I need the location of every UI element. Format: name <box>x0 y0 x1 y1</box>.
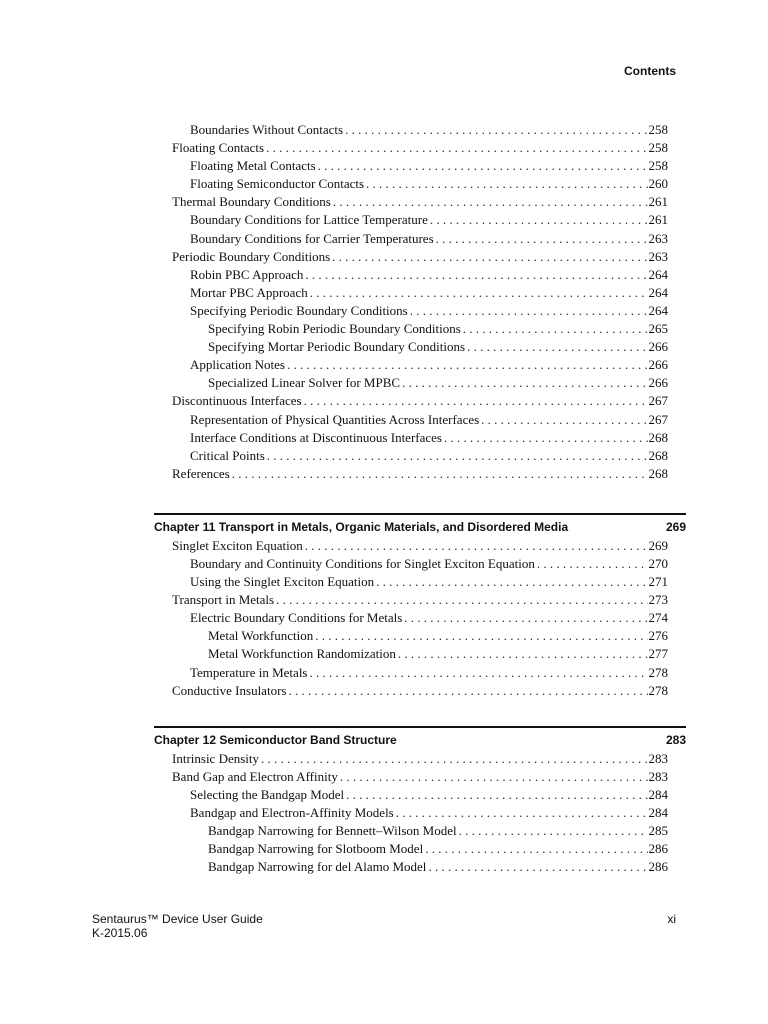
toc-entry-page: 285 <box>648 823 668 839</box>
toc-entry[interactable] <box>172 627 668 645</box>
toc-entry-page: 283 <box>648 750 668 766</box>
toc-entry-title: Boundary Conditions for Lattice Temperature <box>190 212 428 228</box>
toc-entry-page: 261 <box>648 194 668 210</box>
toc-entry-page: 268 <box>648 429 668 445</box>
dot-leader <box>332 248 647 266</box>
toc-entry-title: Interface Conditions at Discontinuous Interfaces <box>190 429 442 445</box>
toc-entry-page: 267 <box>648 411 668 427</box>
toc-entry-page: 267 <box>648 393 668 409</box>
chapter-11-entries <box>172 537 668 700</box>
toc-entry[interactable] <box>172 465 668 483</box>
dot-leader <box>396 804 648 822</box>
toc-entry[interactable] <box>172 392 668 410</box>
toc-entry[interactable] <box>172 374 668 392</box>
footer <box>92 912 263 940</box>
toc-entry-page: 268 <box>648 447 668 463</box>
toc-entry-title: Metal Workfunction Randomization <box>208 646 396 662</box>
toc-entry[interactable] <box>172 429 668 447</box>
dot-leader <box>310 284 648 302</box>
dot-leader <box>425 840 647 858</box>
toc-entry-page: 274 <box>648 610 668 626</box>
chapter-title: Chapter 12 Semiconductor Band Structure <box>154 732 397 747</box>
dot-leader <box>340 768 648 786</box>
footer-page-number: xi <box>667 912 676 926</box>
toc-entry-title: Metal Workfunction <box>208 628 314 644</box>
toc-entry[interactable] <box>172 591 668 609</box>
toc-entry[interactable] <box>172 573 668 591</box>
toc-entry-title: Critical Points <box>190 447 265 463</box>
toc-entry-title: Robin PBC Approach <box>190 266 304 282</box>
dot-leader <box>305 537 648 555</box>
dot-leader <box>537 555 648 573</box>
dot-leader <box>410 302 648 320</box>
toc-entry[interactable] <box>172 750 668 768</box>
toc-entry-title: Specifying Periodic Boundary Conditions <box>190 302 408 318</box>
toc-entry-title: Singlet Exciton Equation <box>172 537 303 553</box>
dot-leader <box>444 429 648 447</box>
toc-entry[interactable] <box>172 211 668 229</box>
toc-entry[interactable] <box>172 609 668 627</box>
toc-entry[interactable] <box>172 284 668 302</box>
toc-entry[interactable] <box>172 157 668 175</box>
footer-doc-title: Sentaurus™ Device User Guide <box>92 912 263 926</box>
toc-entry-page: 263 <box>648 248 668 264</box>
toc-entry-title: Representation of Physical Quantities Across Interfaces <box>190 411 480 427</box>
toc-entry-page: 264 <box>648 284 668 300</box>
toc-entry-page: 271 <box>648 574 668 590</box>
toc-entry-page: 268 <box>648 465 668 481</box>
toc-entry-title: Application Notes <box>190 357 285 373</box>
toc-entry-page: 266 <box>648 357 668 373</box>
toc-entry[interactable] <box>172 230 668 248</box>
toc-entry[interactable] <box>172 139 668 157</box>
toc-entry[interactable] <box>172 338 668 356</box>
toc-entry-title: Floating Metal Contacts <box>190 158 316 174</box>
toc-entry-title: Specifying Robin Periodic Boundary Conditions <box>208 321 461 337</box>
toc-entry[interactable] <box>172 302 668 320</box>
toc-entry[interactable] <box>172 121 668 139</box>
toc-entry-page: 264 <box>648 266 668 282</box>
toc-entry[interactable] <box>172 320 668 338</box>
dot-leader <box>430 211 648 229</box>
dot-leader <box>261 750 647 768</box>
toc-entry-title: Temperature in Metals <box>190 664 308 680</box>
toc-entry-page: 276 <box>648 628 668 644</box>
toc-entry-title: Specifying Mortar Periodic Boundary Conditions <box>208 339 466 355</box>
chapter-12-heading[interactable] <box>154 726 686 750</box>
dot-leader <box>463 320 648 338</box>
dot-leader <box>402 374 647 392</box>
toc-entry-title: Electric Boundary Conditions for Metals <box>190 610 403 626</box>
dot-leader <box>333 193 648 211</box>
toc-entry-page: 263 <box>648 230 668 246</box>
toc-entry[interactable] <box>172 840 668 858</box>
dot-leader <box>305 266 647 284</box>
dot-leader <box>267 447 648 465</box>
chapter-12-entries <box>172 750 668 877</box>
toc-entry-page: 284 <box>648 786 668 802</box>
dot-leader <box>467 338 647 356</box>
toc-entry-page: 270 <box>648 555 668 571</box>
toc-entry-page: 258 <box>648 122 668 137</box>
toc-entry-page: 266 <box>648 339 668 355</box>
footer-version: K-2015.06 <box>92 926 148 940</box>
toc-entry[interactable] <box>172 858 668 876</box>
toc-entry-page: 258 <box>648 158 668 174</box>
toc-entry-title: Transport in Metals <box>172 592 275 608</box>
toc-entry-page: 284 <box>648 805 668 820</box>
toc-entry-title: Conductive Insulators <box>172 682 287 698</box>
chapter-page: 269 <box>665 519 686 534</box>
running-header: Contents <box>624 64 676 78</box>
table-of-contents <box>154 121 686 876</box>
toc-entry-title: References <box>172 465 230 481</box>
toc-entry[interactable] <box>172 786 668 804</box>
toc-entry[interactable] <box>172 645 668 663</box>
toc-entry-title: Mortar PBC Approach <box>190 284 308 300</box>
toc-entry-page: 261 <box>648 212 668 228</box>
toc-entry-title: Using the Singlet Exciton Equation <box>190 574 375 590</box>
toc-entry-title: Floating Semiconductor Contacts <box>190 176 365 192</box>
toc-entry[interactable] <box>172 193 668 211</box>
toc-entry-page: 286 <box>648 859 668 875</box>
dot-leader <box>481 411 647 429</box>
chapter-page: 283 <box>665 732 686 747</box>
toc-entry-title: Discontinuous Interfaces <box>172 393 302 409</box>
toc-entry[interactable] <box>172 768 668 786</box>
dot-leader <box>436 230 648 248</box>
toc-entry-title: Boundary and Continuity Conditions for Singlet Exciton Equation <box>190 555 535 571</box>
toc-entry-title: Intrinsic Density <box>172 750 260 766</box>
dot-leader <box>318 157 648 175</box>
toc-entry-page: 269 <box>648 537 668 553</box>
toc-entry[interactable] <box>172 175 668 193</box>
toc-entry-title: Specialized Linear Solver for MPBC <box>208 375 401 391</box>
toc-entry-title: Boundary Conditions for Carrier Temperatures <box>190 230 434 246</box>
dot-leader <box>304 392 648 410</box>
dot-leader <box>315 627 647 645</box>
toc-entry-page: 265 <box>648 321 668 337</box>
toc-entry-title: Bandgap Narrowing for Slotboom Model <box>208 841 424 857</box>
dot-leader <box>310 664 648 682</box>
toc-entry-page: 264 <box>648 302 668 318</box>
dot-leader <box>288 682 647 700</box>
toc-entry[interactable] <box>172 555 668 573</box>
dot-leader <box>398 645 648 663</box>
toc-entry-page: 283 <box>648 768 668 784</box>
toc-entry[interactable] <box>172 537 668 555</box>
toc-entry-title: Bandgap Narrowing for del Alamo Model <box>208 859 427 875</box>
toc-entry[interactable] <box>172 266 668 284</box>
toc-entry-page: 278 <box>648 664 668 680</box>
dot-leader <box>428 858 647 876</box>
toc-entry[interactable] <box>172 804 668 822</box>
chapter-title: Chapter 11 Transport in Metals, Organic Materials, and Disordered Media <box>154 519 569 534</box>
dot-leader <box>346 786 647 804</box>
dot-leader <box>266 139 647 157</box>
toc-entry-title: Boundaries Without Contacts <box>190 122 344 137</box>
toc-entry-page: 277 <box>648 646 668 662</box>
toc-entry-title: Thermal Boundary Conditions <box>172 194 331 210</box>
chapter-11-heading[interactable] <box>154 513 686 537</box>
dot-leader <box>459 822 648 840</box>
dot-leader <box>404 609 647 627</box>
toc-entry[interactable] <box>172 411 668 429</box>
toc-entry[interactable] <box>172 447 668 465</box>
toc-entry-page: 258 <box>648 140 668 156</box>
dot-leader <box>345 121 647 139</box>
toc-entry[interactable] <box>172 356 668 374</box>
dot-leader <box>287 356 648 374</box>
toc-entry[interactable] <box>172 248 668 266</box>
dot-leader <box>376 573 647 591</box>
toc-entry-title: Bandgap and Electron-Affinity Models <box>190 805 394 820</box>
toc-entry-page: 266 <box>648 375 668 391</box>
toc-entry[interactable] <box>172 682 668 700</box>
toc-entry-title: Periodic Boundary Conditions <box>172 248 331 264</box>
toc-entry-title: Bandgap Narrowing for Bennett–Wilson Model <box>208 823 457 839</box>
toc-entry-page: 286 <box>648 841 668 857</box>
toc-entry-page: 273 <box>648 592 668 608</box>
toc-entry[interactable] <box>172 664 668 682</box>
dot-leader <box>232 465 648 483</box>
toc-entry-page: 278 <box>648 682 668 698</box>
toc-entry-page: 260 <box>648 176 668 192</box>
dot-leader <box>366 175 647 193</box>
toc-entry[interactable] <box>172 822 668 840</box>
toc-entry-title: Selecting the Bandgap Model <box>190 786 345 802</box>
toc-entry-title: Floating Contacts <box>172 140 265 156</box>
toc-entry-title: Band Gap and Electron Affinity <box>172 768 338 784</box>
toc-section-continued <box>172 121 668 483</box>
dot-leader <box>276 591 647 609</box>
